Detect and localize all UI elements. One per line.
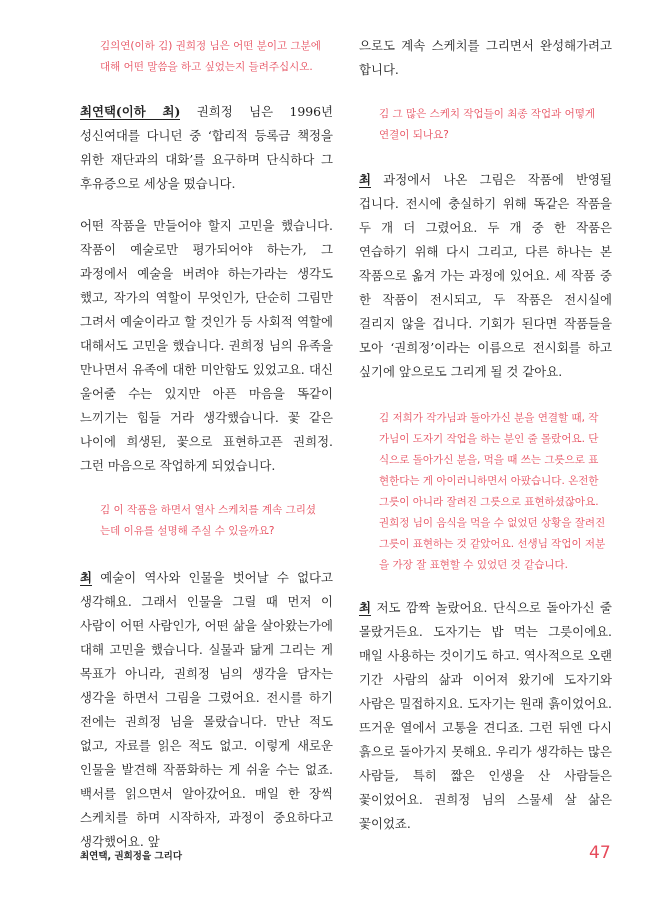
question-1: 김의연(이하 김) 권희정 님은 어떤 분이고 그분에 대해 어떤 말씀을 하고 싶었는지 들려주십시오. — [100, 40, 321, 73]
answer-2-text: 예술이 역사와 인물을 벗어날 수 없다고 생각해요. 그래서 인물을 그릴 때 먼저 이 사람이 어떤 사람인가, 어떤 삶을 살아왔는가에 대해 고민을 했습니다. 실물과 닮게 그리는 게 목표가 아니라, 권희정 님의 생각을 담자는 생각을 하면서 그림을 그렸어요. 전시를 하기 전에는 권희정 님을 몰랐습니다. 만난 적도 없고, 자료를 읽은 적도 없고. 이렇게 새로운 인물을 발견해 작품화하는 게 쉬울 수는 없죠. 백서를 읽으면서 알아갔어요. 매일 한 장씩 스케치를 하며 시작하자, 과정이 중요하다고 생각했어요. 앞 — [80, 570, 333, 849]
answer-1 — [80, 100, 333, 196]
speaker-label: 최 — [359, 172, 371, 187]
speaker-label: 최 — [80, 570, 92, 585]
answer-4-text: 저도 깜짝 놀랐어요. 단식으로 돌아가신 줄 몰랐거든요. 도자기는 밥 먹는 그릇이에요. 매일 사용하는 것이기도 하고. 역사적으로 오랜 기간 사람의 삶과 이어져 왔기에 도자기와 사람은 밀접하지요. 도자기는 원래 흙이었어요. 뜨거운 열에서 고통을 견디죠. 그런 뒤엔 다시 흙으로 돌아가지 못해요. 우리가 생각하는 많은 사람들, 특히 짧은 인생을 산 사람들은 꽃이었어요. 권희정 님의 스물세 살 삶은 꽃이었죠. — [359, 600, 612, 831]
question-2: 김 이 작품을 하면서 열사 스케치를 계속 그리셨는데 이유를 설명해 주실 수 있을까요? — [100, 504, 317, 537]
speaker-label: 최 — [359, 600, 371, 615]
left-column — [80, 0, 333, 854]
question-3: 김 그 많은 스케치 작업들이 최종 작업과 어떻게 연결이 되나요? — [379, 108, 596, 141]
footer-title: 최연택, 권희정을 그리다 — [80, 851, 182, 862]
question-4: 김 저희가 작가님과 돌아가신 분을 연결할 때, 작가님이 도자기 작업을 하는 분인 줄 몰랐어요. 단식으로 돌아가신 분을, 먹을 때 쓰는 그릇으로 표현한다는 게 아이러니하면서 아팠습니다. 온전한 그릇이 아니라 잘려진 그릇으로 표현하셨잖아요. 권희정 님이 음식을 먹을 수 없었던 상황을 잘려진 그릇이 표현하는 것 같았어요. 선생님 작업이 저분을 가장 잘 표현할 수 있었던 것 같습니다. — [379, 412, 606, 571]
answer-3-text: 과정에서 나온 그림은 작품에 반영될 겁니다. 전시에 충실하기 위해 똑같은 작품을 두 개 더 그렸어요. 두 개 중 한 작품은 연습하기 위해 다시 그리고, 다른 하나는 본 작품으로 옮겨 가는 과정에 있어요. 세 작품 중 한 작품이 전시되고, 두 작품은 전시실에 걸리지 않을 겁니다. 기회가 된다면 작품들을 모아 ‘권희정’이라는 이름으로 전시회를 하고 싶기에 앞으로도 그리게 될 것 같아요. — [359, 172, 612, 379]
answer-3 — [359, 168, 612, 384]
answer-4 — [359, 596, 612, 836]
page-number: 47 — [589, 843, 611, 863]
answer-1-text: 권희정 님은 1996년 성신여대를 다니던 중 ‘합리적 등록금 책정을 위한 재단과의 대화’를 요구하며 단식하다 그 후유증으로 세상을 떴습니다. — [80, 104, 334, 191]
answer-1-continued: 어떤 작품을 만들어야 할지 고민을 했습니다. 작품이 예술로만 평가되어야 하는가, 그 과정에서 예술을 버려야 하는가라는 생각도 했고, 작가의 역할이 무엇인가, 단순히 그림만 그려서 예술이라고 할 것인가 등 사회적 역할에 대해서도 고민을 했습니다. 권희정 님의 유족을 만나면서 유족에 대한 미안함도 있었고요. 대신 울어줄 수는 있지만 아픈 마음을 똑같이 느끼기는 힘들 거라 생각했습니다. 꽃 같은 나이에 희생된, 꽃으로 표현하고픈 권희정. 그런 마음으로 작업하게 되었습니다. — [80, 218, 333, 473]
right-column — [359, 0, 612, 836]
answer-2-continued: 으로도 계속 스케치를 그리면서 완성해가려고 합니다. — [359, 38, 612, 77]
speaker-label: 최연택(이하 최) — [80, 104, 181, 119]
answer-2 — [80, 566, 333, 854]
